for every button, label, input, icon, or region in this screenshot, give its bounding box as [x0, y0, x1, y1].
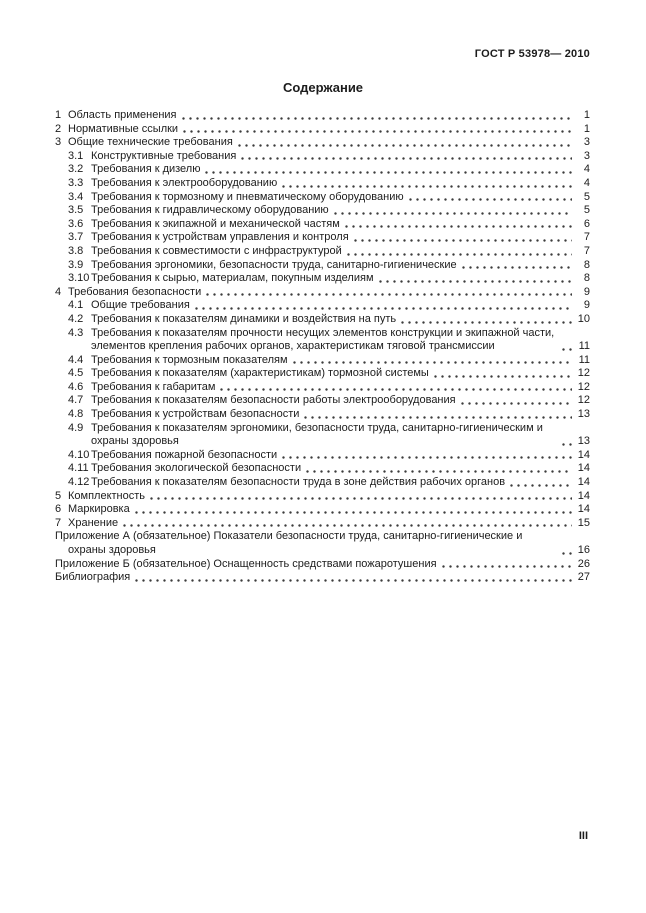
toc-entry-page: 7 — [583, 231, 590, 244]
toc-leader-dots — [241, 157, 572, 160]
toc-entry-page: 3 — [583, 136, 590, 149]
toc-entry-title: Требования к электрооборудованию — [91, 176, 278, 189]
toc-entry-title: Требования к показателям прочности несущих элементов конструкции и экипажной части, элементов крепления рабочих органов, характеристикам тяговой трансмиссии — [91, 326, 555, 353]
toc-entry-number: 3.7 — [68, 231, 84, 244]
toc-entry-title: Требования экологической безопасности — [91, 462, 302, 475]
toc-leader-dots — [442, 565, 572, 568]
toc-row — [55, 422, 590, 449]
toc-row — [55, 558, 590, 572]
toc-row — [55, 245, 590, 259]
toc-entry-page: 3 — [583, 149, 590, 162]
toc-leader-dots — [461, 402, 572, 405]
toc-entry-number: 4.1 — [68, 299, 84, 312]
toc-entry-number: 3.3 — [68, 176, 84, 189]
toc-leader-dots — [562, 443, 572, 446]
toc-leader-dots — [409, 198, 572, 201]
toc-entry-title: Требования к дизелю — [91, 163, 201, 176]
toc-entry-number: 4.6 — [68, 380, 84, 393]
toc-entry-page: 12 — [577, 367, 590, 380]
toc-leader-dots — [183, 130, 572, 133]
toc-row — [55, 109, 590, 123]
toc-entry-number: 3.10 — [68, 272, 90, 285]
toc-entry-page: 10 — [577, 312, 590, 325]
toc-entry-number: 4 — [55, 285, 62, 298]
toc-row — [55, 449, 590, 463]
toc-leader-dots — [205, 171, 572, 174]
toc-entry-page: 7 — [583, 244, 590, 257]
toc-entry-title: Требования эргономики, безопасности труда, санитарно-гигиенические — [91, 258, 457, 271]
toc-entry-page: 14 — [577, 462, 590, 475]
toc-entry-title: Требования безопасности — [68, 285, 202, 298]
toc-leader-dots — [562, 348, 572, 351]
toc-leader-dots — [282, 185, 572, 188]
toc-row — [55, 313, 590, 327]
toc-entry-page: 12 — [577, 380, 590, 393]
toc-leader-dots — [379, 280, 572, 283]
toc-entry-page: 27 — [577, 571, 590, 584]
toc-entry-number: 1 — [55, 109, 62, 121]
toc-leader-dots — [334, 212, 572, 215]
toc-entry-title: Требования к сырью, материалам, покупным изделиям — [91, 272, 374, 285]
toc-row — [55, 136, 590, 150]
toc-entry-number: 3.6 — [68, 217, 84, 230]
toc-entry-title: Нормативные ссылки — [68, 122, 179, 135]
toc-row — [55, 354, 590, 368]
toc-entry-number: 3.8 — [68, 244, 84, 257]
toc-entry-title: Комплектность — [68, 489, 146, 502]
toc-leader-dots — [347, 253, 572, 256]
toc-list — [55, 109, 590, 585]
toc-entry-title: Общие технические требования — [68, 136, 233, 149]
doc-number: ГОСТ Р 53978— 2010 — [474, 48, 590, 60]
toc-row — [55, 530, 590, 557]
toc-entry-page: 16 — [577, 544, 590, 556]
toc-entry-title: Требования к показателям эргономики, безопасности труда, санитарно-гигиеническим и охраны здоровья — [91, 421, 543, 448]
toc-entry-number: 4.7 — [68, 394, 84, 407]
toc-leader-dots — [195, 307, 572, 310]
toc-entry-page: 5 — [583, 204, 590, 217]
toc-entry-title: Требования к гидравлическому оборудованию — [91, 204, 329, 217]
toc-leader-dots — [345, 225, 572, 228]
toc-leader-dots — [282, 456, 572, 459]
toc-leader-dots — [123, 524, 572, 527]
toc-entry-page: 14 — [577, 448, 590, 461]
toc-entry-number: 3.5 — [68, 204, 84, 217]
toc-entry-page: 11 — [578, 353, 590, 366]
toc-entry-number: 5 — [55, 489, 62, 502]
toc-leader-dots — [182, 117, 573, 120]
toc-leader-dots — [206, 293, 572, 296]
toc-row — [55, 571, 590, 585]
toc-entry-title: Требования к показателям безопасности труда в зоне действия рабочих органов — [91, 476, 506, 489]
toc-entry-page: 9 — [583, 285, 590, 298]
toc-entry-page: 5 — [583, 190, 590, 203]
toc-row — [55, 286, 590, 300]
toc-entry-title: Требования к тормозному и пневматическому оборудованию — [91, 190, 404, 203]
toc-entry-number: 4.10 — [68, 448, 90, 461]
toc-entry-title: Требования пожарной безопасности — [91, 448, 278, 461]
toc-row — [55, 204, 590, 218]
toc-entry-number: 4.11 — [68, 462, 89, 475]
toc-entry-number: 4.2 — [68, 312, 84, 325]
toc-row — [55, 367, 590, 381]
toc-entry-page: 6 — [583, 217, 590, 230]
toc-entry-page: 4 — [583, 176, 590, 189]
toc-entry-title: Маркировка — [68, 503, 130, 516]
folio-page-number: III — [578, 830, 588, 842]
toc-entry-page: 13 — [577, 435, 590, 448]
toc-row — [55, 191, 590, 205]
toc-row — [55, 123, 590, 137]
toc-entry-number: 6 — [55, 503, 62, 516]
toc-leader-dots — [401, 321, 572, 324]
toc-entry-number: 4.12 — [68, 476, 90, 489]
toc-entry-number: 3.4 — [68, 190, 84, 203]
toc-entry-number: 3 — [55, 136, 62, 149]
toc-entry-title: Хранение — [68, 516, 119, 529]
toc-row — [55, 218, 590, 232]
toc-entry-page: 9 — [583, 299, 590, 312]
toc-leader-dots — [562, 552, 572, 555]
toc-leader-dots — [150, 497, 572, 500]
toc-entry-number: 4.5 — [68, 367, 84, 380]
toc-row — [55, 476, 590, 490]
toc-entry-title: Требования к устройствам управления и контроля — [91, 231, 349, 244]
toc-leader-dots — [462, 266, 572, 269]
toc-row — [55, 503, 590, 517]
toc-entry-page: 14 — [577, 503, 590, 516]
toc-leader-dots — [135, 579, 572, 582]
toc-leader-dots — [238, 144, 572, 147]
toc-entry-number: 4.3 — [68, 326, 84, 339]
toc-row — [55, 272, 590, 286]
toc-entry-number: 7 — [55, 516, 62, 529]
toc-entry-title: Библиография — [55, 571, 131, 584]
toc-leader-dots — [306, 470, 572, 473]
toc-leader-dots — [304, 416, 572, 419]
toc-entry-page: 8 — [583, 258, 590, 271]
toc-entry-title: Конструктивные требования — [91, 149, 237, 162]
toc-entry-title: Требования к показателям (характеристикам) тормозной системы — [91, 367, 429, 380]
toc-row — [55, 327, 590, 354]
toc-row — [55, 150, 590, 164]
toc-entry-number: 4.9 — [68, 421, 84, 434]
toc-entry-title: Требования к показателям безопасности работы электрооборудования — [91, 394, 456, 407]
toc-entry-title: Область применения — [68, 109, 177, 121]
toc-row — [55, 259, 590, 273]
toc-row — [55, 490, 590, 504]
toc-entry-title: Требования к устройствам безопасности — [91, 408, 300, 421]
toc-entry-number: 4.8 — [68, 408, 84, 421]
toc-entry-number: 4.4 — [68, 353, 84, 366]
toc-entry-number: 3.2 — [68, 163, 84, 176]
toc-leader-dots — [293, 361, 572, 364]
toc-entry-title: Требования к показателям динамики и воздействия на путь — [91, 312, 397, 325]
toc-entry-title: Требования к совместимости с инфраструктурой — [91, 244, 342, 257]
toc-leader-dots — [220, 388, 572, 391]
toc-entry-title: Приложение Б (обязательное) Оснащенность средствами пожаротушения — [55, 557, 437, 570]
toc-entry-page: 14 — [577, 476, 590, 489]
toc-entry-page: 4 — [583, 163, 590, 176]
toc-entry-title: Общие требования — [91, 299, 190, 312]
toc-entry-title: Требования к габаритам — [91, 380, 216, 393]
toc-row — [55, 517, 590, 531]
toc-leader-dots — [354, 239, 572, 242]
toc-entry-number: 2 — [55, 122, 62, 135]
toc-entry-page: 13 — [577, 408, 590, 421]
toc-entry-title: Требования к экипажной и механической частям — [91, 217, 340, 230]
toc-row — [55, 394, 590, 408]
toc-entry-title: Приложение А (обязательное) Показатели безопасности труда, санитарно-гигиенические и охраны здоровья — [55, 530, 523, 556]
toc-entry-page: 8 — [583, 272, 590, 285]
toc-leader-dots — [434, 375, 572, 378]
toc-row — [55, 231, 590, 245]
toc-entry-page: 15 — [577, 516, 590, 529]
toc-row — [55, 299, 590, 313]
toc-row — [55, 408, 590, 422]
toc-row — [55, 381, 590, 395]
toc-row — [55, 163, 590, 177]
toc-entry-page: 1 — [583, 109, 590, 121]
page-title: Содержание — [282, 80, 364, 95]
toc-entry-page: 11 — [578, 340, 590, 353]
toc-entry-title: Требования к тормозным показателям — [91, 353, 288, 366]
toc-entry-number: 3.9 — [68, 258, 84, 271]
toc-entry-page: 1 — [583, 122, 590, 135]
toc-entry-page: 26 — [577, 557, 590, 570]
toc-row — [55, 462, 590, 476]
toc-leader-dots — [510, 484, 572, 487]
toc-entry-page: 14 — [577, 489, 590, 502]
toc-row — [55, 177, 590, 191]
toc-leader-dots — [135, 511, 572, 514]
toc-entry-page: 12 — [577, 394, 590, 407]
toc-entry-number: 3.1 — [68, 149, 84, 162]
